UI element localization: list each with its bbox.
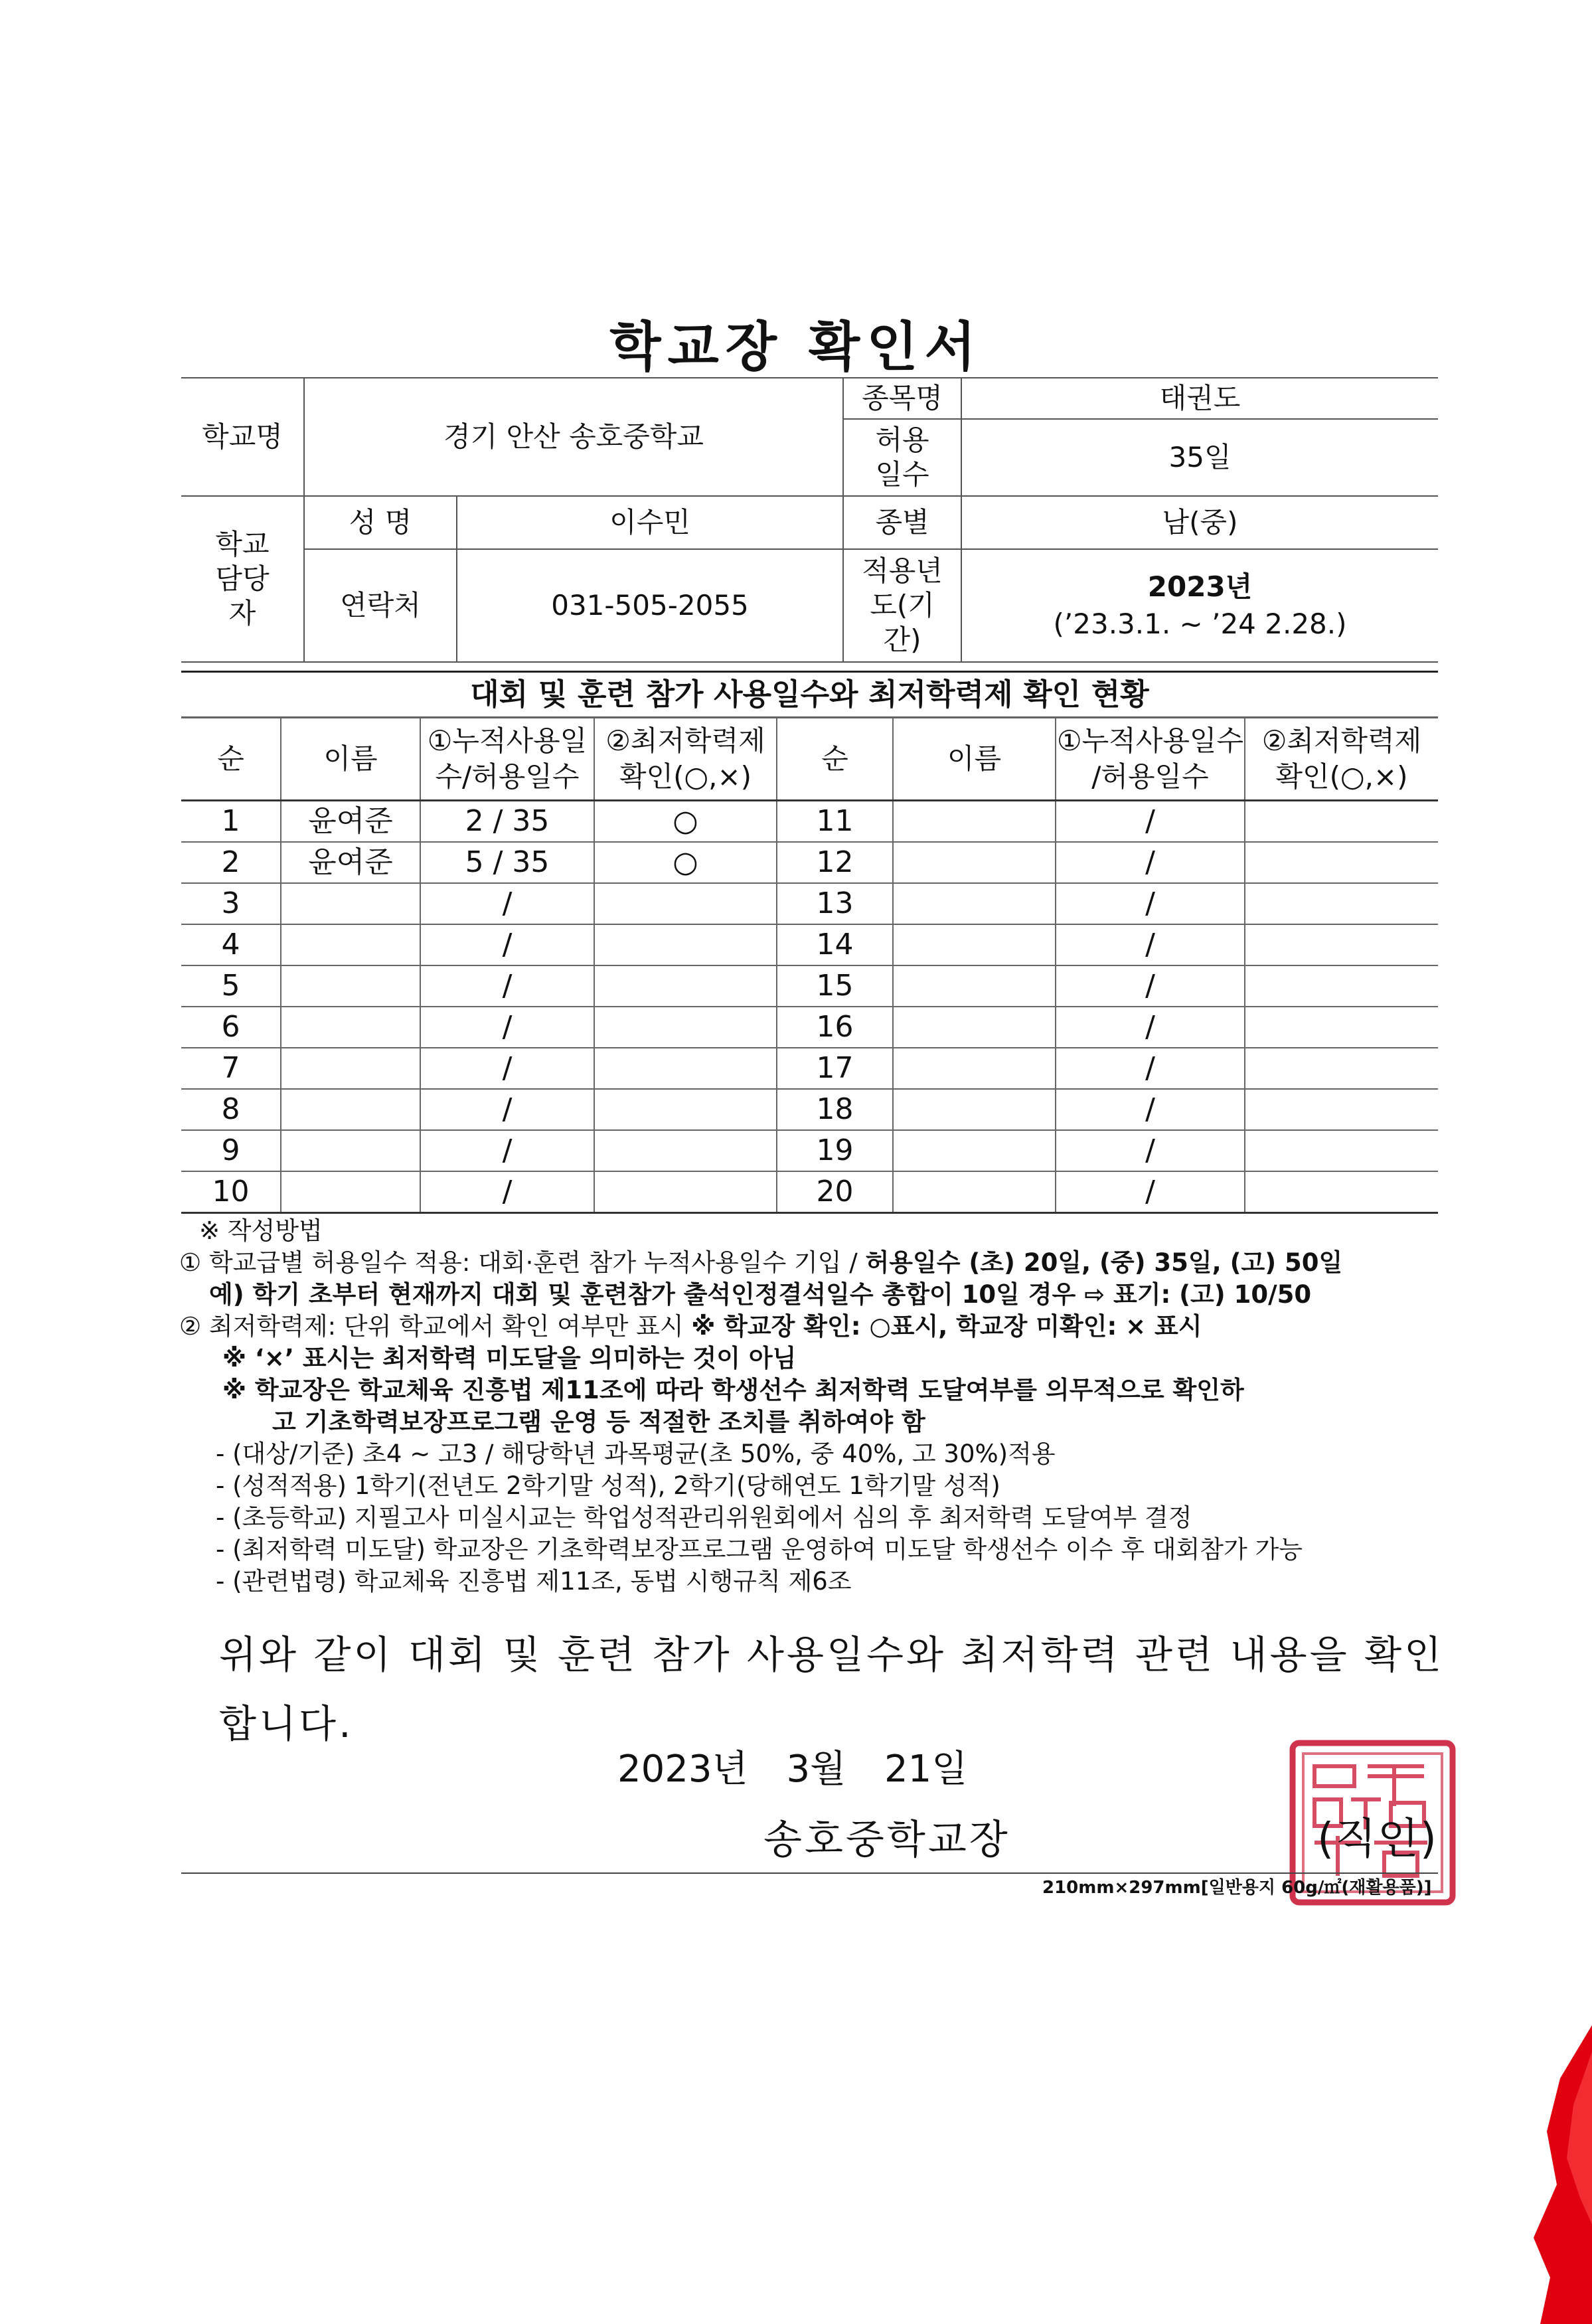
table-cell [893,1048,1056,1089]
confirmation-statement: 위와 같이 대회 및 훈련 참가 사용일수와 최저학력 관련 내용을 확인합니다. [219,1632,1445,1746]
table-cell: / [1056,1130,1245,1171]
table-cell [594,1007,777,1048]
table-cell [1245,1089,1438,1130]
writing-instructions [179,1215,1441,1598]
table-cell [1245,801,1438,843]
table-cell [594,924,777,965]
header-no-left: 순 [181,718,281,801]
table-cell [1245,965,1438,1007]
table-cell [893,965,1056,1007]
table-cell: / [1056,883,1245,924]
apply-year-cell [961,549,1438,662]
table-cell [893,1089,1056,1130]
table-cell: / [1056,1089,1245,1130]
allowed-days-label: 허용일수 [843,419,961,496]
table-cell: 8 [181,1089,281,1130]
table-cell: 5 [181,965,281,1007]
table-cell [281,965,420,1007]
table-cell: 15 [777,965,893,1007]
table-cell [281,1171,420,1213]
note-7: - (초등학교) 지필고사 미실시교는 학업성적관리위원회에서 심의 후 최저학력 도달여부 결정 [216,1503,1192,1532]
table-cell: ○ [594,842,777,883]
table-cell: 1 [181,801,281,843]
table-cell [893,1130,1056,1171]
category-value: 남(중) [961,496,1438,549]
note-1: ① 학교급별 허용일수 적용: 대회·훈련 참가 누적사용일수 기입 / 허용일수 (초) 20일, (중) 35일, (고) 50일 [179,1248,1343,1277]
note-1-example: 예) 학기 초부터 현재까지 대회 및 훈련참가 출석인정결석일수 총합이 10일 경우 ⇨ 표기: (고) 10/50 [209,1280,1312,1309]
date-month: 3월 [786,1748,846,1791]
table-cell: / [420,1007,594,1048]
table-cell [893,1007,1056,1048]
document-title: 학교장 확인서 [609,316,983,378]
date-year: 2023년 [617,1748,748,1791]
manager-label: 학교담당자 [181,496,304,662]
table-cell: 14 [777,924,893,965]
name-label: 성 명 [304,496,457,549]
table-cell: / [1056,1171,1245,1213]
table-cell: 윤여준 [281,801,420,843]
seal-label: (직인) [1317,1815,1438,1864]
table-cell [893,924,1056,965]
table-cell: / [1056,801,1245,843]
info-table [181,377,1438,663]
table-cell: 10 [181,1171,281,1213]
table-cell [281,1048,420,1089]
category-label: 종별 [843,496,961,549]
table-cell [1245,883,1438,924]
table-cell [1245,842,1438,883]
note-5: - (대상/기준) 초4 ~ 고3 / 해당학년 과목평균(초 50%, 중 40%, 고 30%)적용 [216,1440,1056,1468]
table-cell: / [420,1048,594,1089]
table-row [181,924,1438,965]
table-cell: 20 [777,1171,893,1213]
table-cell: / [1056,842,1245,883]
apply-year-label: 적용년도(기간) [843,549,961,662]
table-cell [1245,924,1438,965]
status-subtitle: 대회 및 훈련 참가 사용일수와 최저학력제 확인 현황 [181,671,1438,718]
table-cell: 윤여준 [281,842,420,883]
school-name-value: 경기 안산 송호중학교 [304,378,843,496]
apply-period-value: (’23.3.1. ~ ’24 2.28.) [1053,608,1347,640]
header-name-left: 이름 [281,718,420,801]
table-cell [281,1089,420,1130]
table-cell: / [420,883,594,924]
table-cell: / [420,1130,594,1171]
table-cell: 4 [181,924,281,965]
table-cell [594,1089,777,1130]
table-row [181,842,1438,883]
paper-spec: 210mm×297mm[일반용지 60g/㎡(재활용품)] [1042,1878,1432,1898]
table-cell [594,883,777,924]
table-cell: 17 [777,1048,893,1089]
table-cell: 18 [777,1089,893,1130]
red-paper-decoration [1520,2025,1592,2324]
header-days-right: ①누적사용일수 /허용일수 [1056,718,1245,801]
allowed-days-value: 35일 [961,419,1438,496]
issue-date [617,1746,967,1793]
table-cell: / [420,1089,594,1130]
table-row [181,1130,1438,1171]
header-check-right: ②최저학력제 확인(○,×) [1245,718,1438,801]
note-9: - (관련법령) 학교체육 진흥법 제11조, 동법 시행규칙 제6조 [216,1567,852,1596]
school-name-label: 학교명 [181,378,304,496]
table-cell: 11 [777,801,893,843]
table-cell: 3 [181,883,281,924]
name-value: 이수민 [457,496,843,549]
table-cell [594,1130,777,1171]
table-row [181,1048,1438,1089]
table-cell: 2 [181,842,281,883]
table-cell [893,842,1056,883]
notes-heading: ※ 작성방법 [199,1216,323,1245]
table-row [181,883,1438,924]
table-cell: 13 [777,883,893,924]
table-cell [594,1171,777,1213]
contact-value: 031-505-2055 [457,549,843,662]
table-cell [1245,1130,1438,1171]
table-cell: / [1056,965,1245,1007]
table-cell [594,965,777,1007]
table-cell: / [420,924,594,965]
table-row [181,801,1438,843]
table-cell [281,1130,420,1171]
status-table [181,717,1438,1214]
table-cell: / [1056,1048,1245,1089]
header-no-right: 순 [777,718,893,801]
table-cell: 12 [777,842,893,883]
table-cell [1245,1007,1438,1048]
contact-label: 연락처 [304,549,457,662]
table-cell: / [1056,924,1245,965]
note-6: - (성적적용) 1학기(전년도 2학기말 성적), 2학기(당해연도 1학기말 성적) [216,1471,1000,1500]
table-cell: 19 [777,1130,893,1171]
table-cell [1245,1048,1438,1089]
table-cell: / [420,1171,594,1213]
table-cell: 2 / 35 [420,801,594,843]
principal-title: 송호중학교장 [763,1817,1010,1863]
table-row [181,1171,1438,1213]
bottom-rule [181,1872,1438,1874]
note-8: - (최저학력 미도달) 학교장은 기초학력보장프로그램 운영하여 미도달 학생선수 이수 후 대회참가 가능 [216,1535,1303,1564]
table-cell [893,883,1056,924]
header-days-left: ①누적사용일 수/허용일수 [420,718,594,801]
table-cell: 5 / 35 [420,842,594,883]
note-4b: 고 기초학력보장프로그램 운영 등 적절한 조치를 취하여야 함 [272,1408,925,1436]
table-cell [281,883,420,924]
table-cell: 9 [181,1130,281,1171]
note-2: ② 최저학력제: 단위 학교에서 확인 여부만 표시 ※ 학교장 확인: ○표시, 학교장 미확인: × 표시 [179,1312,1202,1341]
note-4a: ※ 학교장은 학교체육 진흥법 제11조에 따라 학생선수 최저학력 도달여부를 의무적으로 확인하 [222,1376,1244,1404]
table-row [181,1007,1438,1048]
header-check-left: ②최저학력제 확인(○,×) [594,718,777,801]
table-cell [281,1007,420,1048]
table-cell [893,1171,1056,1213]
table-cell: 16 [777,1007,893,1048]
apply-year-value: 2023년 [1147,570,1253,603]
table-cell: 7 [181,1048,281,1089]
table-cell [594,1048,777,1089]
table-cell [281,924,420,965]
table-cell: ○ [594,801,777,843]
table-cell: 6 [181,1007,281,1048]
sport-label: 종목명 [843,378,961,419]
note-3: ※ ‘×’ 표시는 최저학력 미도달을 의미하는 것이 아님 [222,1344,797,1372]
sport-value: 태권도 [961,378,1438,419]
table-row [181,965,1438,1007]
table-cell: / [420,965,594,1007]
header-name-right: 이름 [893,718,1056,801]
table-cell [893,801,1056,843]
table-cell [1245,1171,1438,1213]
date-day: 21일 [884,1748,968,1791]
table-cell: / [1056,1007,1245,1048]
table-row [181,1089,1438,1130]
